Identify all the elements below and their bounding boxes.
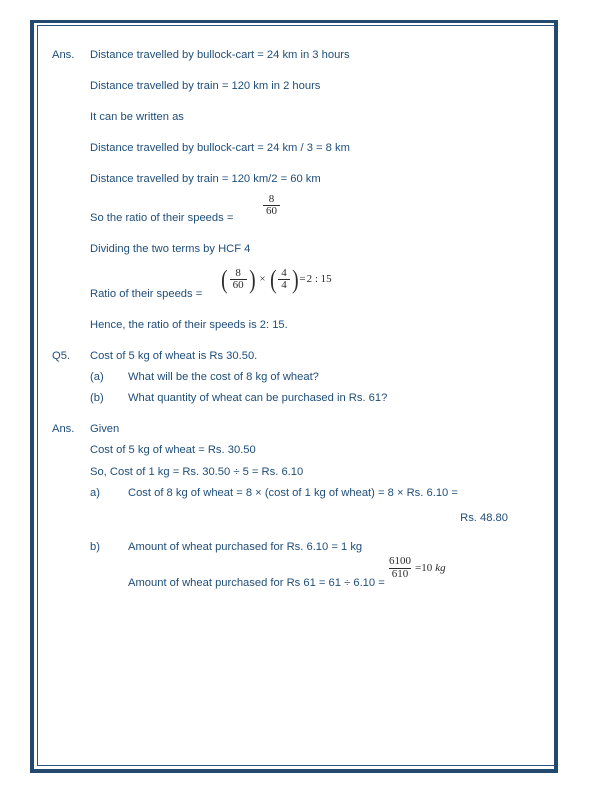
part-text-a: What will be the cost of 8 kg of wheat? <box>128 371 319 384</box>
equation-unit: kg <box>435 561 446 574</box>
ratio-result-value: 2 : 15 <box>306 273 332 286</box>
page-inner-border <box>37 25 554 766</box>
answer-part-text-a: Cost of 8 kg of wheat = 8 × (cost of 1 kg of wheat) = 8 × Rs. 6.10 = <box>128 486 458 499</box>
answer-q5-part-b-row <box>90 540 536 555</box>
answer-q4-text-1: Distance travelled by bullock-cart = 24 km in 3 hours <box>90 49 350 61</box>
fraction-numerator: 8 <box>268 192 275 205</box>
answer-part-b-line-2-text: Amount of wheat purchased for Rs 61 = 61 ÷ 6.10 = <box>128 576 385 589</box>
answer-q4-line-1 <box>52 48 536 63</box>
fraction-denominator: 610 <box>389 568 412 581</box>
equation-value: 10 <box>421 561 433 574</box>
answer-q5-part-a-row <box>90 486 536 501</box>
answer-q4-conclusion-row <box>52 318 536 333</box>
answer-q4-text-2: Distance travelled by train = 120 km in 2 hours <box>90 80 321 93</box>
paren-close-2: ) <box>291 265 299 295</box>
answer-q4-line-2 <box>52 79 536 94</box>
answer-q5-given-line-1 <box>52 443 536 458</box>
equals-sign: = <box>415 561 422 574</box>
fraction-denominator: 60 <box>230 279 247 292</box>
answer-q5-given-text-1: Cost of 5 kg of wheat = Rs. 30.50 <box>90 444 256 457</box>
fraction-numerator: 8 <box>235 266 241 279</box>
question-q5-stem: Cost of 5 kg of wheat is Rs 30.50. <box>90 349 258 362</box>
answer-part-b-line-2-body <box>128 554 536 591</box>
answer-q5-given-heading: Given <box>90 423 120 436</box>
paren-close-1: ) <box>248 265 256 295</box>
answer-q4-line-4 <box>52 141 536 156</box>
page-border-frame <box>30 20 558 773</box>
fraction-4-4 <box>278 268 290 292</box>
ratio-result-text: Ratio of their speeds = <box>90 287 203 300</box>
ratio-fraction-8-60 <box>262 194 281 218</box>
part-marker-b: (b) <box>90 392 104 405</box>
answer-q5-part-b-line-2-row <box>128 554 536 591</box>
document-content <box>38 26 554 765</box>
ratio-equation <box>220 265 332 295</box>
part-marker-a: (a) <box>90 371 104 384</box>
answer-part-marker-a: a) <box>90 486 100 499</box>
fraction-6100-610 <box>386 556 414 580</box>
answer-q4-text-3: It can be written as <box>90 111 184 124</box>
paren-open-2: ( <box>269 265 277 295</box>
question-q5-part-b-row <box>90 391 536 406</box>
answer-q4-line-3 <box>52 110 536 125</box>
ratio-intro-text: So the ratio of their speeds = <box>90 211 234 224</box>
answer-q4-line-5 <box>52 172 536 187</box>
answer-label-q5: Ans. <box>52 423 75 436</box>
answer-q4-ratio-intro-row <box>52 192 536 226</box>
part-text-b: What quantity of wheat can be purchased in Rs. 61? <box>128 392 388 405</box>
equals-sign: = <box>299 273 306 286</box>
answer-q4-conclusion-text: Hence, the ratio of their speeds is 2: 15. <box>90 318 288 331</box>
question-q5-part-a-row <box>90 370 536 385</box>
answer-q4-hcf-text: Dividing the two terms by HCF 4 <box>90 242 251 255</box>
answer-label-q4: Ans. <box>52 49 75 61</box>
answer-q4-hcf-row <box>52 242 536 257</box>
question-label-q5: Q5. <box>52 349 71 362</box>
question-q5-row <box>52 349 536 364</box>
answer-q4-ratio-result-row <box>52 265 536 302</box>
answer-q5-given-row <box>52 422 536 437</box>
fraction <box>263 194 280 218</box>
fraction-numerator: 6100 <box>389 554 411 567</box>
wheat-quantity-equation <box>385 556 446 580</box>
multiply-operator: × <box>259 273 266 286</box>
fraction-8-60 <box>230 268 247 292</box>
fraction-denominator: 4 <box>278 279 290 292</box>
answer-q5-given-text-2: So, Cost of 1 kg = Rs. 30.50 ÷ 5 = Rs. 6.10 <box>90 465 304 478</box>
answer-part-marker-b: b) <box>90 540 100 553</box>
answer-part-a-result: Rs. 48.80 <box>460 511 508 524</box>
paren-open-1: ( <box>221 265 228 295</box>
answer-q4-ratio-result-body <box>90 265 536 302</box>
fraction-denominator: 60 <box>263 205 280 218</box>
answer-q5-part-a-result-row <box>52 511 536 526</box>
answer-q4-ratio-intro-body <box>90 192 536 226</box>
fraction-numerator: 4 <box>281 266 287 279</box>
answer-part-b-line-1: Amount of wheat purchased for Rs. 6.10 = 1 kg <box>128 540 363 553</box>
answer-q4-text-5: Distance travelled by train = 120 km/2 = 60 km <box>90 173 321 186</box>
answer-q4-text-4: Distance travelled by bullock-cart = 24 km / 3 = 8 km <box>90 142 350 155</box>
answer-q5-given-line-2 <box>52 465 536 480</box>
